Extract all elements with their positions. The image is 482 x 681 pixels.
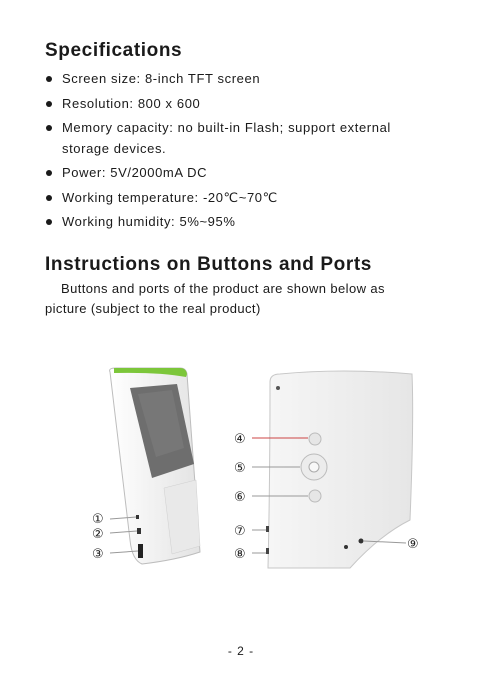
callout-9: ⑨ <box>407 537 419 552</box>
callout-5: ⑤ <box>234 461 246 476</box>
callout-1: ① <box>92 512 104 527</box>
specifications-list <box>45 67 445 235</box>
callout-8: ⑧ <box>234 547 246 562</box>
callout-2: ② <box>92 527 104 542</box>
callout-7: ⑦ <box>234 524 246 539</box>
device-back-view <box>252 371 413 568</box>
instructions-heading: Instructions on Buttons and Ports <box>45 254 372 275</box>
side-port-2 <box>137 528 141 534</box>
device-illustration <box>80 360 440 585</box>
spec-text: Resolution: 800 x 600 <box>62 95 201 111</box>
paragraph-line-1: Buttons and ports of the product are shown below as <box>61 281 385 296</box>
callout-3: ③ <box>92 547 104 562</box>
callout-4: ④ <box>234 432 246 447</box>
spec-temperature <box>45 186 445 211</box>
spec-resolution <box>45 92 445 117</box>
back-button-lower <box>309 490 321 502</box>
back-port-9 <box>359 539 364 544</box>
spec-power <box>45 161 445 186</box>
spec-text: Working humidity: 5%~95% <box>62 214 236 229</box>
paragraph-line-2: picture (subject to the real product) <box>45 301 261 316</box>
spec-text-continuation: storage devices. <box>62 140 167 156</box>
page-number: - 2 - <box>227 644 255 658</box>
spec-humidity <box>45 210 445 235</box>
spec-text: Power: 5V/2000mA DC <box>62 165 208 180</box>
spec-text: Memory capacity: no built-in Flash; support external <box>62 120 391 135</box>
side-port-3 <box>138 544 143 558</box>
side-port-1 <box>136 515 139 519</box>
callout-6: ⑥ <box>234 490 246 505</box>
spec-screen-size <box>45 67 445 92</box>
spec-text: Screen size: 8-inch TFT screen <box>62 71 261 86</box>
back-button-upper <box>309 433 321 445</box>
instructions-paragraph <box>45 279 430 319</box>
spec-text: Working temperature: -20℃~70℃ <box>62 189 278 205</box>
specifications-heading: Specifications <box>45 40 183 61</box>
spec-memory <box>45 116 445 161</box>
device-front-view <box>110 368 200 564</box>
